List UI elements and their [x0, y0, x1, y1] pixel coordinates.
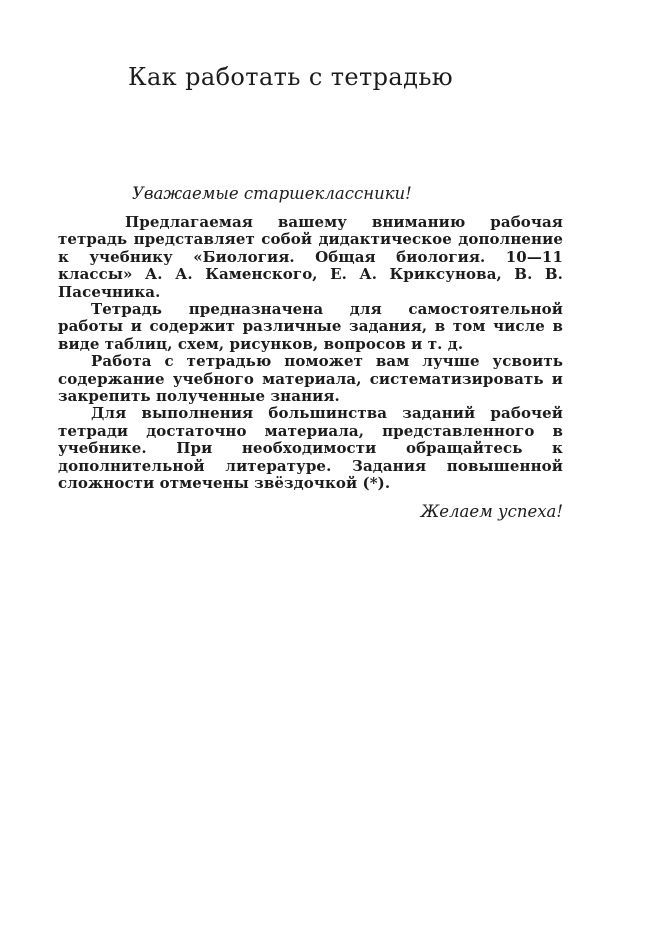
greeting-line: Уважаемые старшеклассники!	[132, 184, 412, 203]
paragraph: Работа с тетрадью поможет вам лучше усвоить содержание учебного материала, систематизировать и закрепить полученные знания.	[58, 352, 563, 406]
paragraph: Предлагаемая вашему вниманию рабочая тетрадь представляет собой дидактическое дополнение к учебнику «Биология. Общая биология. 10—11 классы» А. А. Каменского, Е. А. Криксунова, В. В. Пасечника.	[58, 213, 563, 301]
paragraph: Для выполнения большинства заданий рабочей тетради достаточно материала, представленного в учебнике. При необходимости обращайтесь к дополнительной литературе. Задания повышенной сложности отмечены звёздочкой (*).	[58, 404, 563, 493]
body-text	[58, 214, 563, 493]
paragraph: Тетрадь предназначена для самостоятельной работы и содержит различные задания, в том числе в виде таблиц, схем, рисунков, вопросов и т. д.	[58, 300, 563, 353]
signoff-line: Желаем успеха!	[420, 501, 563, 521]
page-title: Как работать с тетрадью	[128, 63, 454, 91]
